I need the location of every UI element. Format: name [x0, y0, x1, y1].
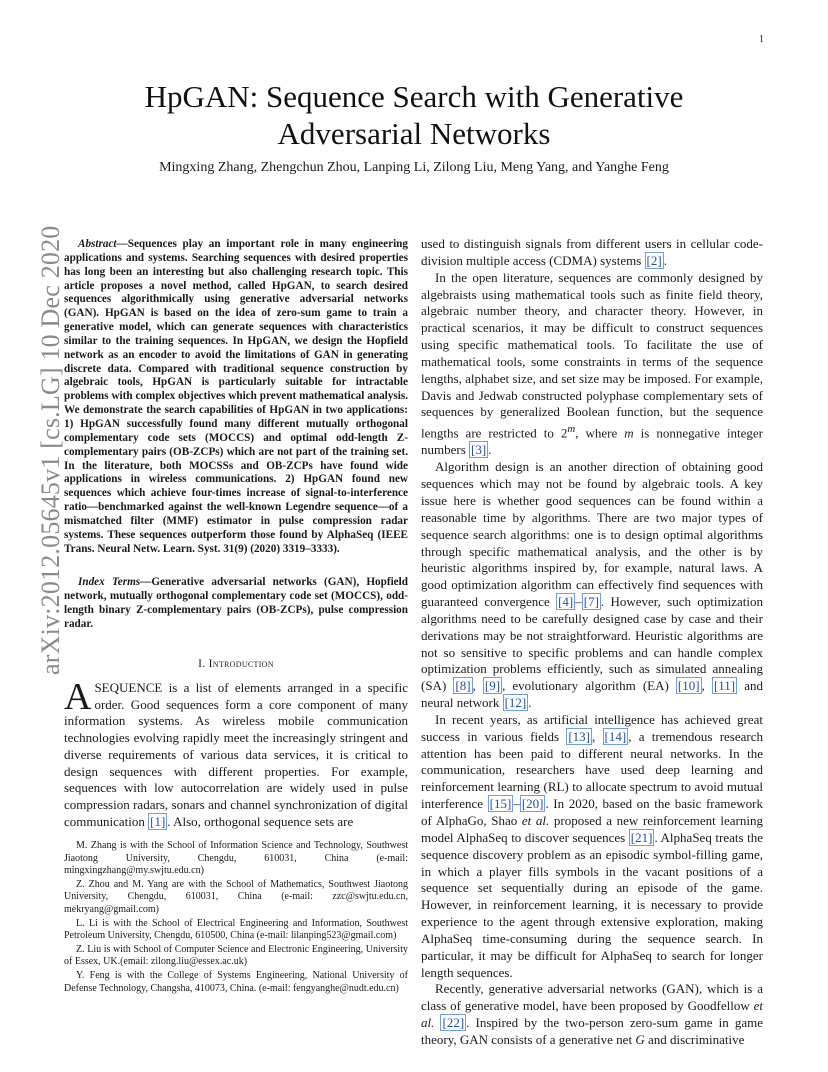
- abstract-lead: Abstract: [78, 238, 117, 250]
- text-italic: et al.: [421, 998, 763, 1031]
- page-number: 1: [759, 34, 764, 45]
- citation-link[interactable]: [20]: [521, 796, 544, 812]
- citation-link[interactable]: [3]: [471, 442, 487, 458]
- abstract: [64, 238, 408, 556]
- intro-text-1: SEQUENCE is a list of elements arranged in a specific order. Good sequences form a core component of many information systems. As wireless mobile communication technologies evolving rapidly meet the increasingly stringent and diverse requirements of various data services, it is critical to design sequences with different properties. For example, sequences with low autocorrelation are widely used in pulse compression radars, sonars and channel synchronization of digital communication: [64, 680, 408, 829]
- math-symbol: m: [624, 425, 634, 441]
- footnote: M. Zhang is with the School of Information Science and Technology, Southwest Jiaotong University, Chengdu, 610031, China (e-mail: mingxingzhang@my.swjtu.edu.cn): [64, 840, 408, 877]
- citation-link[interactable]: [9]: [484, 678, 501, 694]
- footnote: L. Li is with the School of Electrical Engineering and Information, Southwest Petroleum University, Chengdu, 610500, China (e-mail: lilanping523@gmail.com): [64, 917, 408, 942]
- text: .: [663, 252, 667, 268]
- paragraph: [421, 236, 763, 270]
- text: ,: [701, 678, 712, 694]
- text: ,: [592, 728, 603, 744]
- text: , where: [575, 425, 625, 441]
- text: –: [513, 796, 520, 812]
- text: . However, such optimization algorithms need to be carefully designed case by case and their derivations may be not straightforward. Heuristic algorithms are not so sensitive to specific problems and can handle complex optimization problems efficiently, such as simulated annealing (SA): [421, 594, 763, 694]
- drop-cap: A: [64, 676, 92, 718]
- citation-link[interactable]: [1]: [150, 813, 166, 829]
- introduction-paragraph: [64, 676, 408, 830]
- section-heading-introduction: I. Introduction: [198, 658, 274, 670]
- paragraph: [421, 981, 763, 1048]
- citation-link[interactable]: [13]: [568, 728, 591, 744]
- text: –: [575, 594, 582, 610]
- citation-link[interactable]: [11]: [713, 678, 736, 694]
- citation-link[interactable]: [22]: [442, 1015, 465, 1031]
- citation-link[interactable]: [4]: [558, 594, 574, 610]
- citation-link[interactable]: [21]: [630, 829, 653, 845]
- paragraph: [421, 270, 763, 460]
- index-terms-lead: Index Terms: [78, 576, 141, 588]
- math-symbol: G: [635, 1031, 645, 1047]
- text: .: [488, 442, 492, 458]
- text: and discriminative: [644, 1031, 745, 1047]
- text: , a tremendous research attention has been paid to different neural networks. In the communication, researchers have used deep learning and reinforcement learning (RL) to allocate spectrum to avoid mutual interference: [421, 728, 763, 812]
- text: proposed a new reinforcement learning model AlphaSeq to discover sequences: [421, 813, 763, 845]
- text: , evolutionary algorithm (EA): [502, 678, 676, 694]
- text: . In 2020, based on the basic framework of AlphaGo, Shao: [421, 796, 763, 829]
- citation-link[interactable]: [7]: [583, 594, 599, 610]
- arxiv-stamp: arXiv:2012.05645v1 [cs.LG] 10 Dec 2020: [36, 225, 65, 675]
- author-list: Mingxing Zhang, Zhengchun Zhou, Lanping Li, Zilong Liu, Meng Yang, and Yanghe Feng: [159, 160, 669, 175]
- index-terms-text: —Generative adversarial networks (GAN), Hopfield network, mutually orthogonal complementary code set (MOCCS), odd-length binary Z-complementary pairs (OB-ZCPs), pulse compression radar.: [64, 576, 408, 630]
- abstract-text: —Sequences play an important role in many engineering applications and systems. Searching sequences with desired properties has long been an interesting but also challenging research topic. This article proposes a novel method, called HpGAN, to search desired sequences algorithmically using generative adversarial networks (GAN). HpGAN is based on the idea of zero-sum game to train a generative model, which can generate sequences with characteristics similar to the training sequences. In HpGAN, we design the Hopfield network as an encoder to avoid the limitations of GAN in generating discrete data. Compared with traditional sequence construction by algebraic tools, HpGAN is particularly suitable for intractable problems with complex objectives which prevent mathematical analysis. We demonstrate the search capabilities of HpGAN in two applications: 1) HpGAN successfully found many different mutually orthogonal complementary code sets (MOCCS) and optimal odd-length Z-complementary pairs (OB-ZCPs) which are not part of the training set. In the literature, both MOCSSs and OB-ZCPs have found wide applications in wireless communications. 2) HpGAN found new sequences which achieve four-times increase of signal-to-interference ratio—benchmarked against the well-known Legendre sequence—of a mismatched filter (MMF) estimator in pulse compression radar systems. These sequences outperform those found by AlphaSeq (IEEE Trans. Neural Netw. Learn. Syst. 31(9) (2020) 3319–3333).: [64, 238, 408, 555]
- text: .: [528, 695, 532, 711]
- text: Algorithm design is an another direction of obtaining good sequences which may not be found by algebraic tools. A key issue here is whether good sequences can be found within a reasonable time by algorithms. There are two major types of sequence search algorithms: one is to design optimal algorithms through specific mathematical analysis, and the other is by heuristic algorithms inspired by, for example, natural laws. A good optimization algorithm can effectively find sequences with guaranteed convergence: [421, 459, 763, 610]
- text: In the open literature, sequences are commonly designed by algebraists using mathematical tools such as finite field theory, algebraic number theory, and character theory. However, in practical scenarios, it may be difficult to construct sequences using specific mathematical tools. To facilitate the use of mathematical tools, some constraints in terms of the sequence lengths, alphabet size, and set size may be imposed. For example, Davis and Jedwab constructed polyphase complementary sets of sequences by generalized Boolean function, but the sequence lengths are restricted to 2: [421, 269, 763, 441]
- footnote: Z. Liu is with School of Computer Science and Electronic Engineering, University of Essex, UK.(email: zilong.liu@essex.ac.uk): [64, 943, 408, 968]
- text-italic: et al.: [521, 813, 550, 829]
- index-terms: [64, 576, 408, 631]
- citation-link[interactable]: [2]: [646, 252, 662, 268]
- text: used to distinguish signals from different users in cellular code-division multiple access (CDMA) systems: [421, 236, 763, 268]
- footnote: Z. Zhou and M. Yang are with the School of Mathematics, Southwest Jiaotong University, Chengdu, 610031, China (e-mail: zzc@swjtu.edu.cn, mekryang@gmail.com): [64, 878, 408, 915]
- text: and neural network: [421, 678, 763, 711]
- text: Recently, generative adversarial networks (GAN), which is a class of generative model, have been proposed by Goodfellow: [421, 981, 763, 1014]
- citation-link[interactable]: [12]: [504, 695, 527, 711]
- paragraph: [421, 712, 763, 982]
- math-superscript: m: [567, 423, 576, 436]
- footnote: Y. Feng is with the College of Systems Engineering, National University of Defense Technology, Changsha, 410073, China. (e-mail: fengyanghe@nudt.edu.cn): [64, 969, 408, 994]
- right-column: [421, 236, 763, 1049]
- text: In recent years, as artificial intelligence has achieved great success in various fields: [421, 711, 763, 744]
- citation-link[interactable]: [14]: [604, 728, 627, 744]
- citation-link[interactable]: [15]: [489, 796, 512, 812]
- author-footnotes: [64, 840, 408, 996]
- paper-title: HpGAN: Sequence Search with Generative Adversarial Networks: [144, 79, 684, 151]
- text: ,: [472, 678, 483, 694]
- text: is nonnegative integer numbers: [421, 425, 763, 458]
- text: . Inspired by the two-person zero-sum game in game theory, GAN consists of a generative net: [421, 1015, 763, 1047]
- text: . AlphaSeq treats the sequence discovery problem as an episodic symbol-filling game, in which a player fills symbols in the vacant positions of a sequence set sequentially during an episode of the game. However, in reinforcement learning, it is necessary to provide experience to the agent through extensive exploration, making AlphaSeq time-consuming during the sequence search. In particular, it may be difficult for AlphaSeq to search for longer length sequences.: [421, 829, 763, 980]
- citation-link[interactable]: [10]: [677, 678, 700, 694]
- citation-link[interactable]: [8]: [455, 678, 471, 694]
- paragraph: [421, 459, 763, 712]
- intro-text-2: . Also, orthogonal sequence sets are: [167, 813, 354, 829]
